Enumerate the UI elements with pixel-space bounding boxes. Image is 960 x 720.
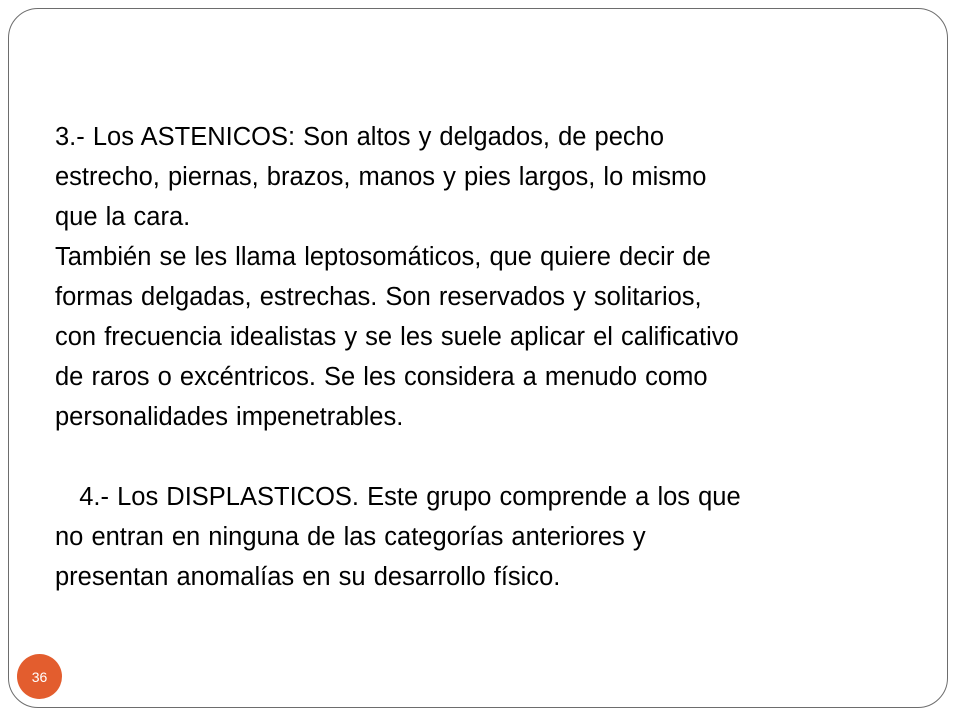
text-line: estrecho, piernas, brazos, manos y pies largos, lo mismo	[55, 163, 707, 191]
text-line: que la cara.	[55, 203, 191, 231]
text-line: no entran en ninguna de las categorías anteriores y	[55, 523, 646, 551]
slide-body-text	[55, 117, 925, 597]
text-line: personalidades impenetrables.	[55, 403, 404, 431]
text-line: También se les llama leptosomáticos, que quiere decir de	[55, 243, 711, 271]
page-number-badge: 36	[17, 654, 62, 699]
text-line: presentan anomalías en su desarrollo físico.	[55, 563, 561, 591]
text-line: 4.- Los DISPLASTICOS. Este grupo comprende a los que	[55, 483, 741, 511]
text-line: formas delgadas, estrechas. Son reservados y solitarios,	[55, 283, 702, 311]
text-line: con frecuencia idealistas y se les suele aplicar el calificativo	[55, 323, 739, 351]
blank-line	[55, 437, 925, 477]
text-line: de raros o excéntricos. Se les considera a menudo como	[55, 363, 708, 391]
text-line: 3.- Los ASTENICOS: Son altos y delgados, de pecho	[55, 123, 665, 151]
